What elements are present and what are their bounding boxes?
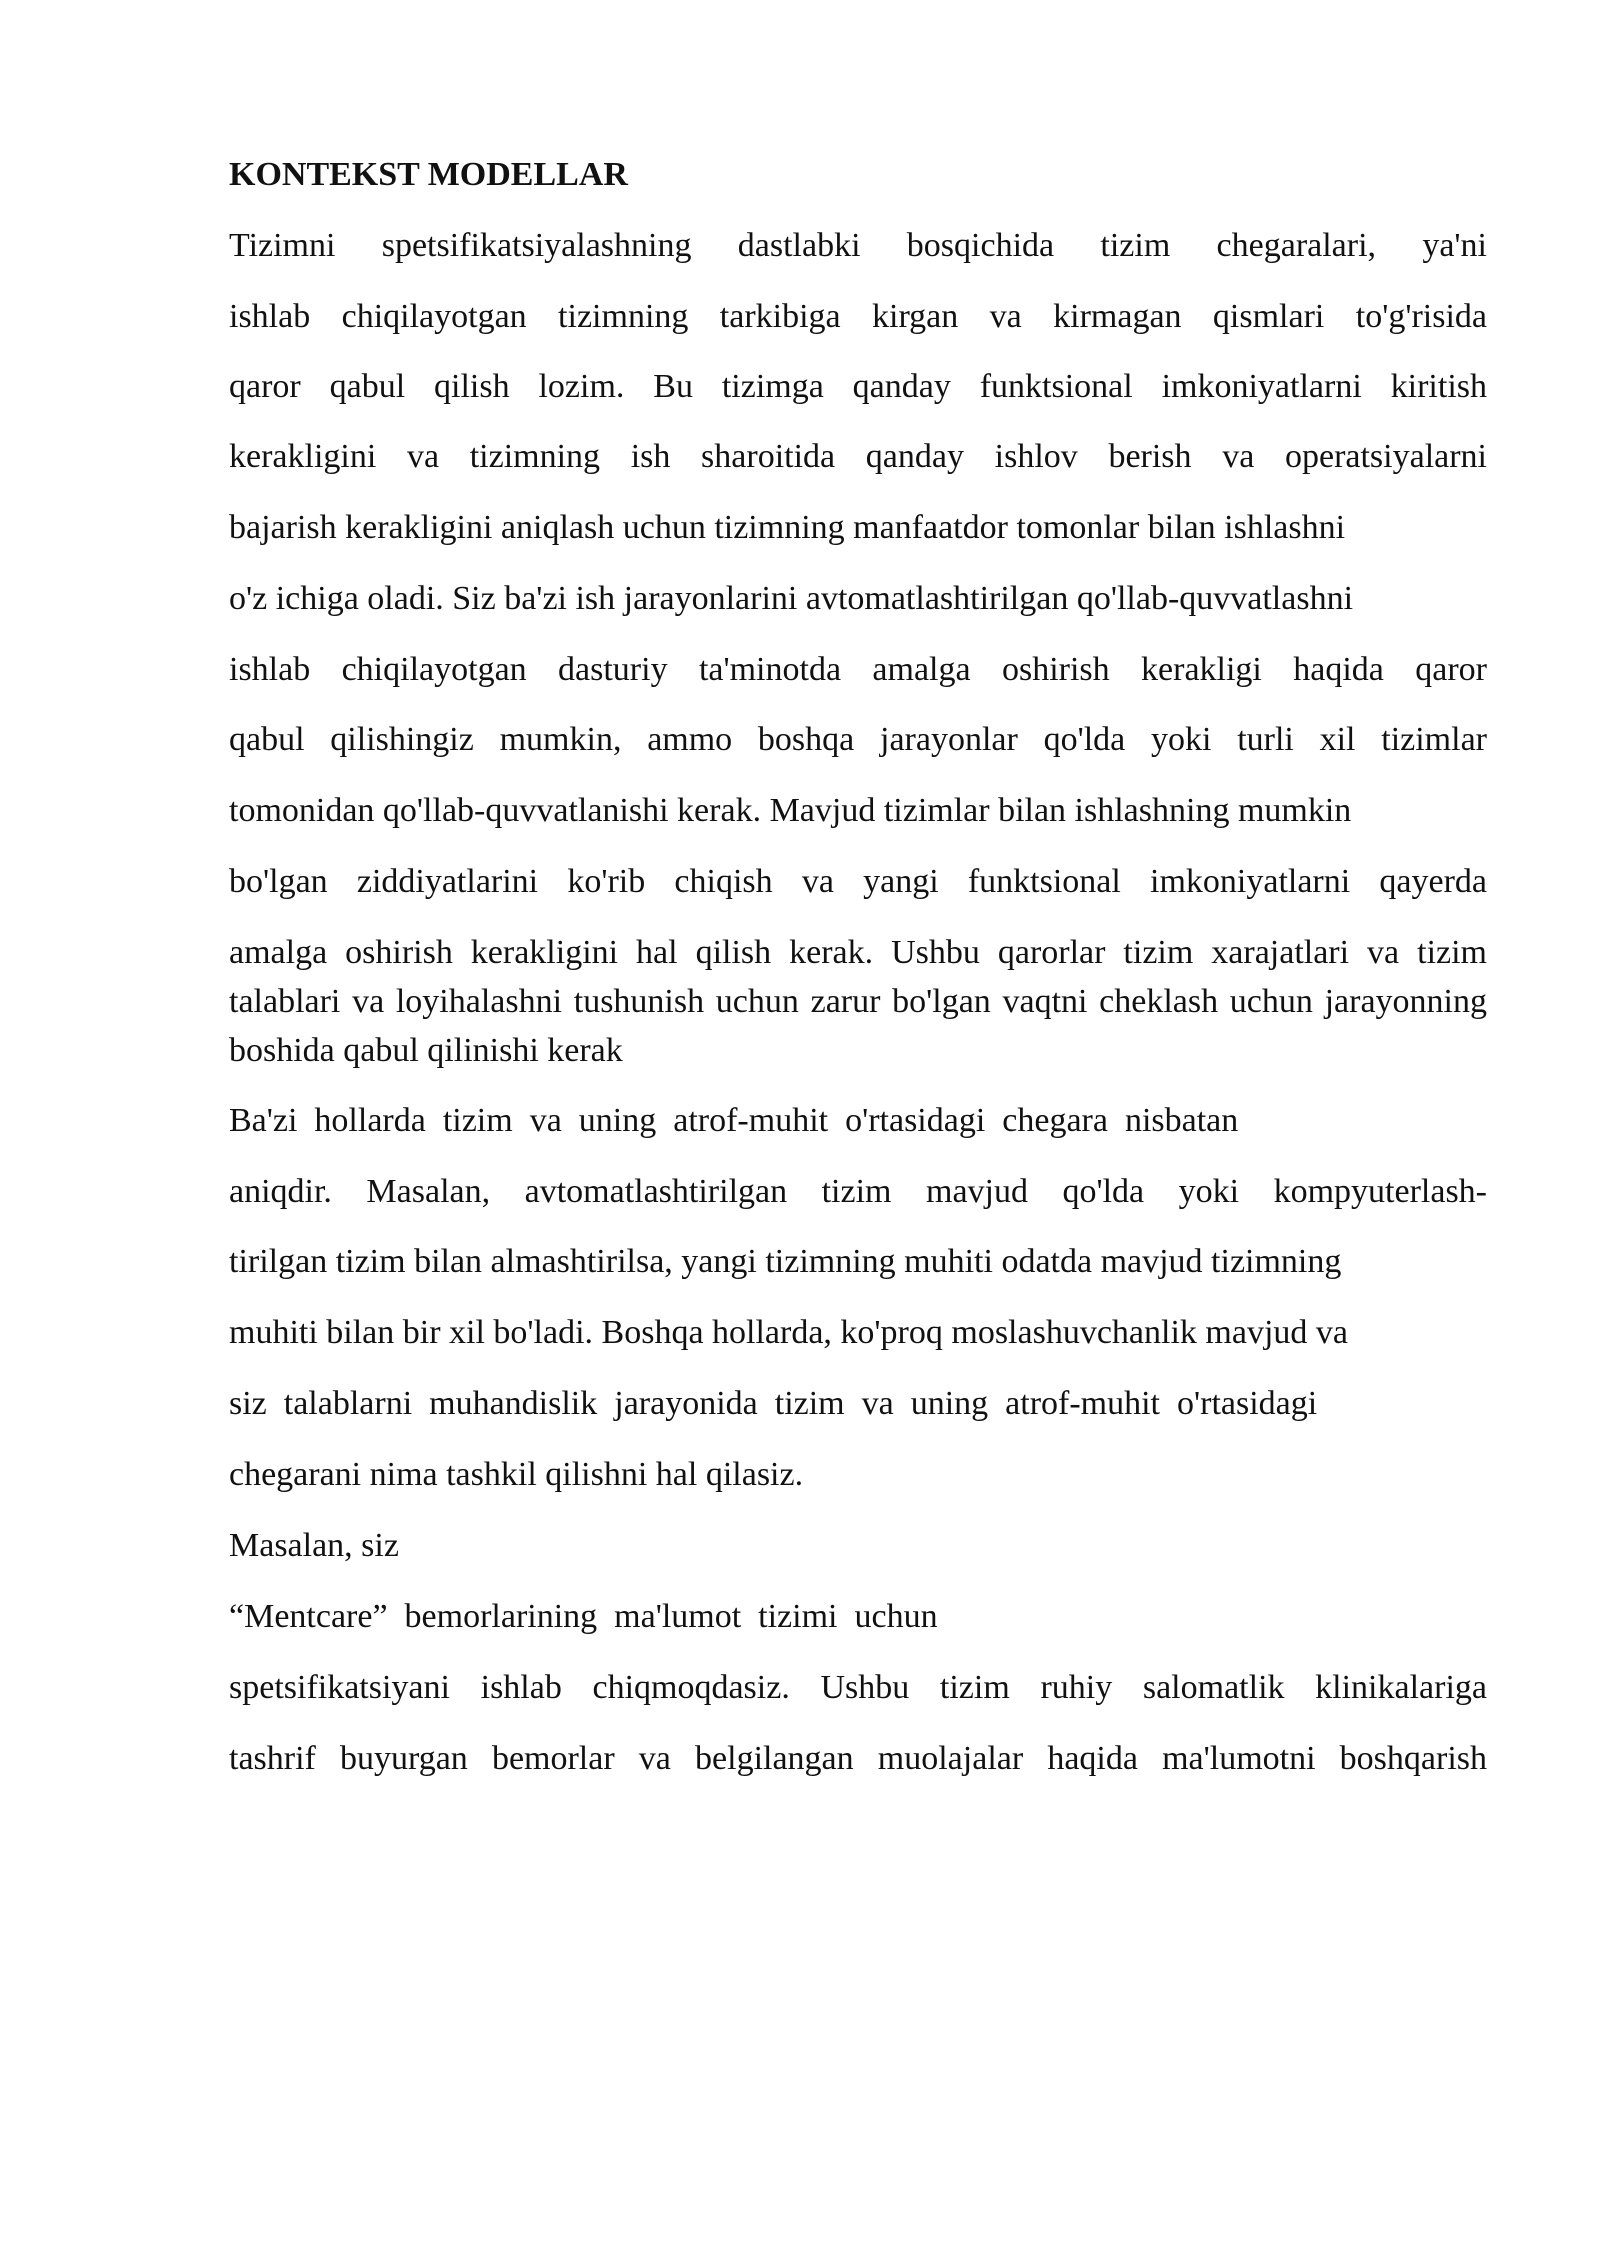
paragraph-line: aniqdir. Masalan, avtomatlashtirilgan tizim mavjud qo'lda yoki kompyuterlash- xyxy=(229,1173,1487,1210)
paragraph-line: kerakligini va tizimning ish sharoitida qanday ishlov berish va operatsiyalarni xyxy=(229,438,1487,475)
paragraph-line: “Mentcare” bemorlarining ma'lumot tizimi uchun xyxy=(229,1598,938,1635)
paragraph-block: amalga oshirish kerakligini hal qilish kerak. Ushbu qarorlar tizim xarajatlari va tizim talablari va loyihalashni tushunish uchun zarur bo'lgan vaqtni cheklash uchun jarayonning boshida qabul qilinishi kerak xyxy=(229,934,1487,1069)
paragraph-line: tirilgan tizim bilan almashtirilsa, yangi tizimning muhiti odatda mavjud tizimning xyxy=(229,1243,1342,1280)
paragraph-line: qabul qilishingiz mumkin, ammo boshqa jarayonlar qo'lda yoki turli xil tizimlar xyxy=(229,721,1487,758)
paragraph-line: spetsifikatsiyani ishlab chiqmoqdasiz. Ushbu tizim ruhiy salomatlik klinikalariga xyxy=(229,1669,1487,1706)
paragraph-line: chegarani nima tashkil qilishni hal qilasiz. xyxy=(229,1456,804,1493)
paragraph-line: Masalan, siz xyxy=(229,1527,399,1564)
paragraph-line: siz talablarni muhandislik jarayonida tizim va uning atrof-muhit o'rtasidagi xyxy=(229,1385,1318,1422)
paragraph-line: qaror qabul qilish lozim. Bu tizimga qanday funktsional imkoniyatlarni kiritish xyxy=(229,368,1487,405)
paragraph-line: bajarish kerakligini aniqlash uchun tizimning manfaatdor tomonlar bilan ishlashni xyxy=(229,509,1346,546)
paragraph-line: tashrif buyurgan bemorlar va belgilangan muolajalar haqida ma'lumotni boshqarish xyxy=(229,1740,1487,1777)
document-title: KONTEKST MODELLAR xyxy=(229,156,628,193)
paragraph-line: o'z ichiga oladi. Siz ba'zi ish jarayonlarini avtomatlashtirilgan qo'llab-quvvatlashni xyxy=(229,580,1354,617)
document-body xyxy=(229,150,1487,1805)
paragraph-line: muhiti bilan bir xil bo'ladi. Boshqa hollarda, ko'proq moslashuvchanlik mavjud va xyxy=(229,1314,1348,1351)
paragraph-line: Tizimni spetsifikatsiyalashning dastlabki bosqichida tizim chegaralari, ya'ni xyxy=(229,227,1487,264)
paragraph-line: Ba'zi hollarda tizim va uning atrof-muhit o'rtasidagi chegara nisbatan xyxy=(229,1102,1239,1139)
paragraph-line: tomonidan qo'llab-quvvatlanishi kerak. Mavjud tizimlar bilan ishlashning mumkin xyxy=(229,792,1352,829)
paragraph-line: ishlab chiqilayotgan dasturiy ta'minotda amalga oshirish kerakligi haqida qaror xyxy=(229,651,1487,688)
paragraph-line: ishlab chiqilayotgan tizimning tarkibiga kirgan va kirmagan qismlari to'g'risida xyxy=(229,298,1487,335)
paragraph-line: bo'lgan ziddiyatlarini ko'rib chiqish va yangi funktsional imkoniyatlarni qayerda xyxy=(229,863,1487,900)
